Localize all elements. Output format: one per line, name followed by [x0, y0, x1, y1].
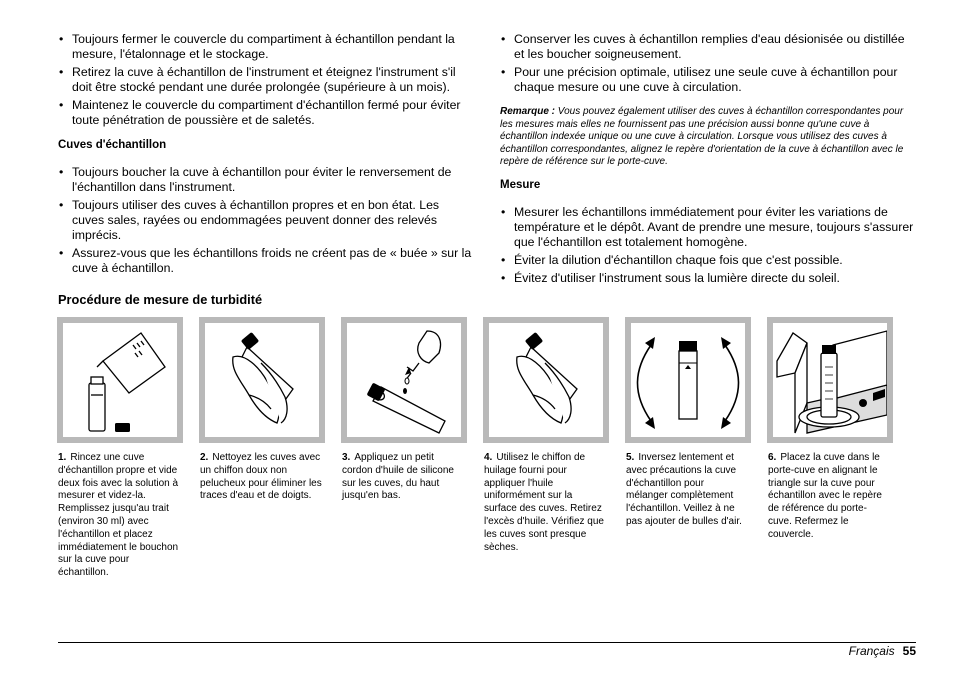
left-column: [58, 32, 472, 279]
step-2-text: [200, 452, 322, 503]
note: [500, 106, 914, 169]
cell-storage-bullets: [500, 32, 914, 95]
step-number: 6.: [768, 452, 777, 463]
step-number: 1.: [58, 452, 67, 463]
step-description: Placez la cuve dans le porte-cuve en alignant le triangle sur la cuve pour échantillon avec le repère de référence du porte-cuve. Refermez le couvercle.: [768, 452, 882, 540]
step-1-text: [58, 452, 180, 580]
beaker-pour-icon: [63, 323, 177, 437]
oil-drop-icon: [347, 323, 461, 437]
footer-divider: [58, 642, 916, 643]
step-5-text: [626, 452, 748, 529]
step-3-text: [342, 452, 464, 503]
step-3-illustration: [341, 317, 467, 443]
list-item: • Assurez-vous que les échantillons froids ne créent pas de « buée » sur la cuve à échantillon.: [58, 246, 472, 276]
step-description: Nettoyez les cuves avec un chiffon doux non pelucheux pour éliminer les traces d'eau et de doigts.: [200, 452, 322, 502]
list-item: • Toujours boucher la cuve à échantillon pour éviter le renversement de l'échantillon dans l'instrument.: [58, 165, 472, 195]
step-description: Rincez une cuve d'échantillon propre et vide deux fois avec la solution à mesurer et videz-la. Remplissez jusqu'au trait (environ 30 ml) avec l'échantillon et placez immédiatement le bouchon sur la cuve pour échantillon.: [58, 452, 179, 579]
note-text: Vous pouvez également utiliser des cuves à échantillon correspondantes pour les mesures mais elles ne fournissent pas une précision aussi bonne qu'une cuve à échantillon indexée unique ou une cuve à circulation. Lorsque vous utilisez des cuves à échantillon correspondantes, alignez le repère d'orientation de la cuve à échantillon avec le repère de référence sur le porte-cuve.: [500, 106, 904, 168]
storage-bullets: [58, 32, 472, 128]
instrument-insert-icon: [773, 323, 887, 437]
measurement-bullets: [500, 205, 914, 286]
step-number: 2.: [200, 452, 209, 463]
subheading-measurement: Mesure: [500, 178, 541, 191]
step-6-illustration: [767, 317, 893, 443]
subheading-sample-cells: Cuves d'échantillon: [58, 139, 167, 151]
list-item: • Mesurer les échantillons immédiatement pour éviter les variations de température et le dépôt. Avant de prendre une mesure, toujours s'assurer que l'échantillon est totalement homogène.: [500, 205, 914, 250]
procedure-title: Procédure de mesure de turbidité: [58, 292, 263, 307]
cloth-oil-icon: [489, 323, 603, 437]
cloth-wipe-icon: [205, 323, 319, 437]
footer-language: Français: [848, 644, 895, 658]
step-1-illustration: [57, 317, 183, 443]
step-5-illustration: [625, 317, 751, 443]
step-description: Utilisez le chiffon de huilage fourni pour appliquer l'huile uniformément sur la surface des cuves. Retirez l'excès d'huile. Vérifiez que les cuves sont presque sèches.: [484, 452, 604, 553]
invert-vial-icon: [631, 323, 745, 437]
right-column: [500, 32, 914, 289]
step-4-text: [484, 452, 606, 554]
list-item: • Maintenez le couvercle du compartiment d'échantillon fermé pour éviter toute pénétration de poussière et de saletés.: [58, 98, 472, 128]
page-footer: [849, 644, 916, 658]
step-description: Inversez lentement et avec précautions la cuve d'échantillon pour mélanger complètement l'échantillon. Veillez à ne pas ajouter de bulles d'air.: [626, 452, 742, 527]
step-number: 4.: [484, 452, 493, 463]
step-number: 5.: [626, 452, 635, 463]
list-item: • Retirez la cuve à échantillon de l'instrument et éteignez l'instrument s'il doit être stocké pendant une durée prolongée (supérieure à un mois).: [58, 65, 472, 95]
list-item: • Conserver les cuves à échantillon remplies d'eau désionisée ou distillée et les boucher soigneusement.: [500, 32, 914, 62]
step-number: 3.: [342, 452, 351, 463]
list-item: • Éviter la dilution d'échantillon chaque fois que c'est possible.: [500, 253, 914, 268]
page-number: 55: [902, 644, 916, 658]
list-item: • Pour une précision optimale, utilisez une seule cuve à échantillon pour chaque mesure ou une cuve à circulation.: [500, 65, 914, 95]
step-2-illustration: [199, 317, 325, 443]
list-item: • Toujours fermer le couvercle du compartiment à échantillon pendant la mesure, l'étalonnage et le stockage.: [58, 32, 472, 62]
list-item: • Toujours utiliser des cuves à échantillon propres et en bon état. Les cuves sales, rayées ou endommagées peuvent donner des relevés imprécis.: [58, 198, 472, 243]
step-6-text: [768, 452, 890, 542]
note-label: Remarque :: [500, 106, 556, 117]
step-description: Appliquez un petit cordon d'huile de silicone sur les cuves, du haut jusqu'en bas.: [342, 452, 454, 502]
sample-cell-bullets: [58, 165, 472, 276]
step-4-illustration: [483, 317, 609, 443]
list-item: • Évitez d'utiliser l'instrument sous la lumière directe du soleil.: [500, 271, 914, 286]
